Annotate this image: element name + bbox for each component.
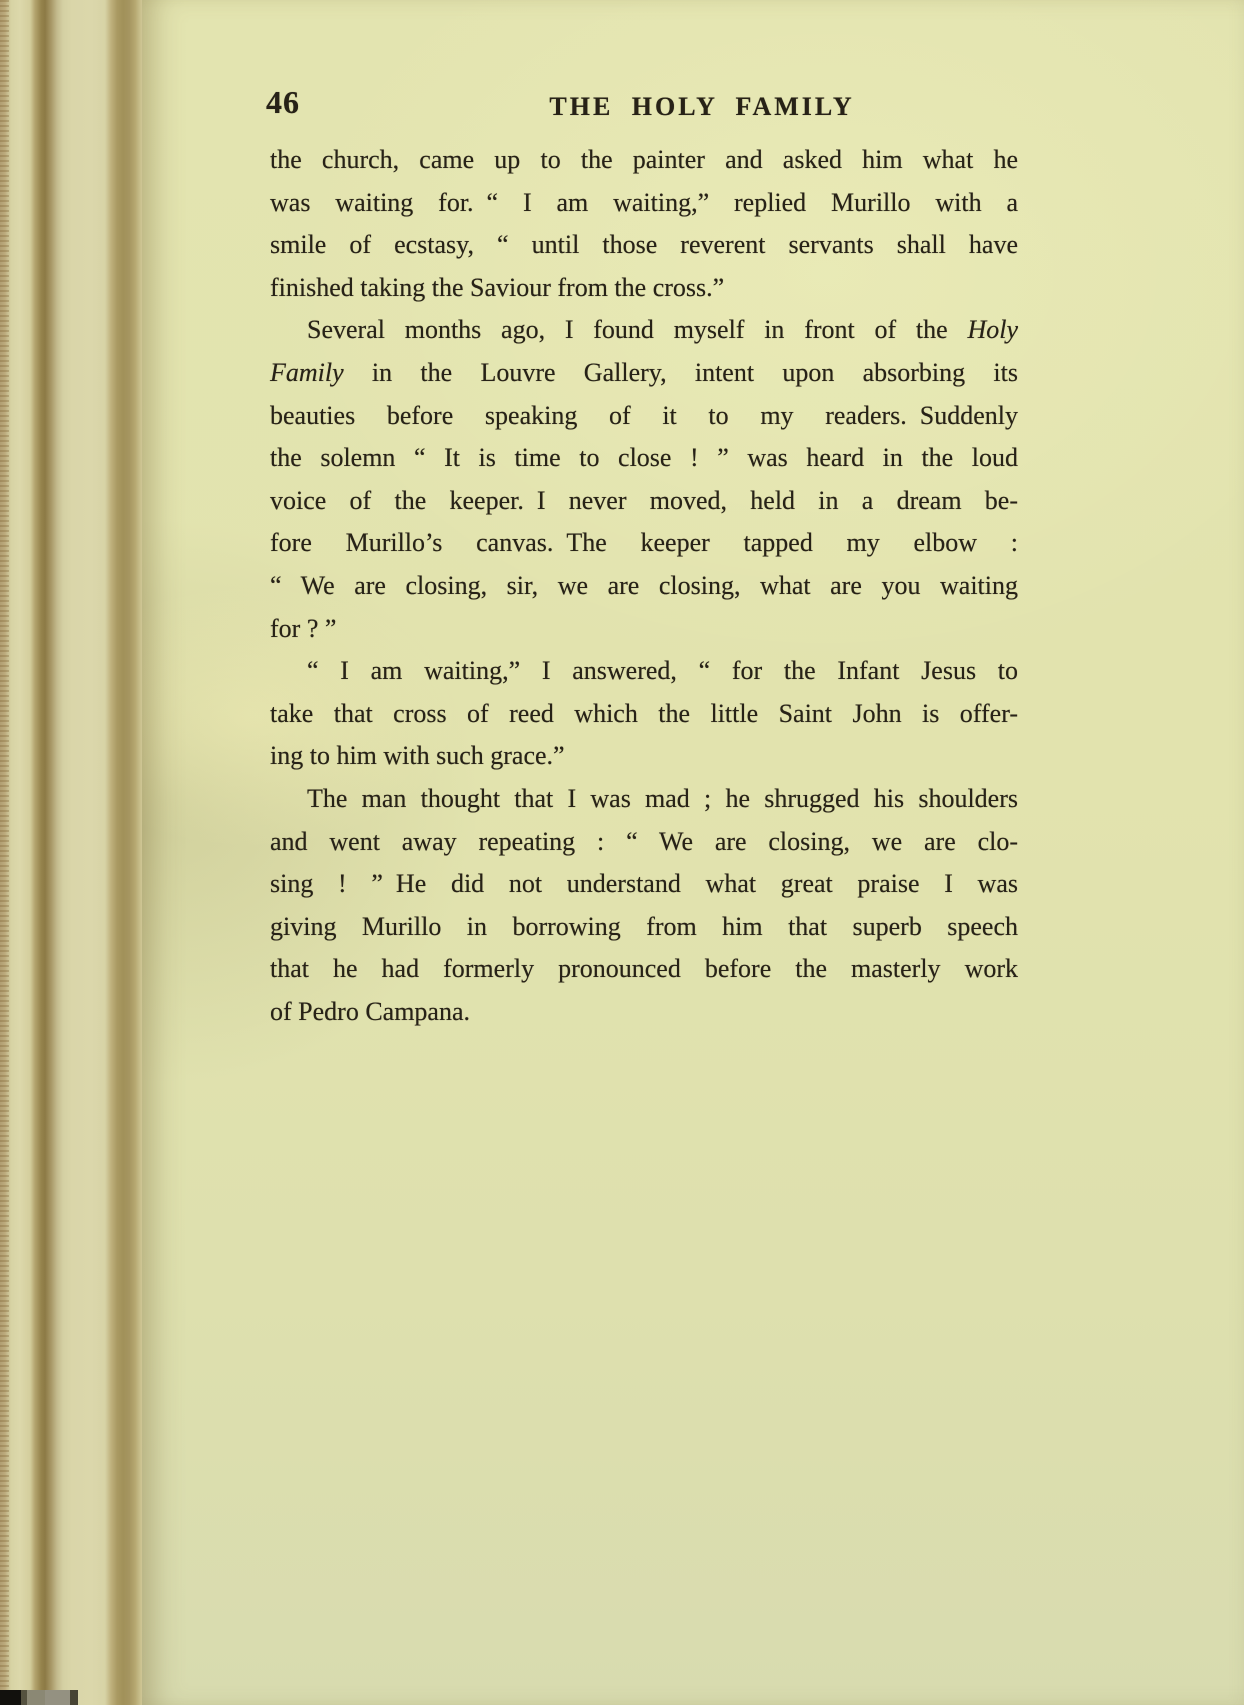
text-line: voice of the keeper. I never moved, held in a dream be- xyxy=(270,485,1018,515)
text-line: beauties before speaking of it to my readers. Suddenly xyxy=(270,400,1018,430)
page-number: 46 xyxy=(266,84,300,120)
text-line: ing to him with such grace.” xyxy=(270,741,565,771)
text-line: for ? ” xyxy=(270,613,337,643)
text-line: Several months ago, I found myself in front of the Holy xyxy=(307,315,1018,345)
table-corner-shadow xyxy=(0,1690,80,1705)
text-line: sing ! ” He did not understand what great praise I was xyxy=(270,869,1018,899)
text-line: the solemn “ It is time to close ! ” was heard in the loud xyxy=(270,443,1018,473)
book-page xyxy=(142,0,1244,1705)
paragraph xyxy=(270,778,1018,1034)
text-line: was waiting for. “ I am waiting,” replied Murillo with a xyxy=(270,187,1018,217)
text-line: the church, came up to the painter and asked him what he xyxy=(270,145,1018,174)
text-line: The man thought that I was mad ; he shrugged his shoulders xyxy=(307,783,1018,813)
text-block xyxy=(270,139,1018,1033)
paragraph xyxy=(270,650,1018,778)
text-line: take that cross of reed which the little Saint John is offer- xyxy=(270,698,1018,728)
text-line: Family in the Louvre Gallery, intent upon absorbing its xyxy=(270,357,1018,387)
running-header: THE HOLY FAMILY xyxy=(549,92,855,121)
book-page-edges xyxy=(0,0,148,1705)
text-line: of Pedro Campana. xyxy=(270,996,471,1026)
text-line: giving Murillo in borrowing from him that superb speech xyxy=(270,911,1018,941)
text-line: smile of ecstasy, “ until those reverent servants shall have xyxy=(270,230,1018,260)
text-line: and went away repeating : “ We are closing, we are clo- xyxy=(270,826,1018,856)
paragraph xyxy=(270,309,1018,650)
text-line: “ We are closing, sir, we are closing, what are you waiting xyxy=(270,570,1018,600)
paragraph xyxy=(270,139,1018,309)
text-line: “ I am waiting,” I answered, “ for the Infant Jesus to xyxy=(307,656,1018,686)
text-line: finished taking the Saviour from the cross.” xyxy=(270,272,725,302)
text-line: fore Murillo’s canvas. The keeper tapped my elbow : xyxy=(270,528,1018,558)
text-line: that he had formerly pronounced before the masterly work xyxy=(270,954,1018,984)
